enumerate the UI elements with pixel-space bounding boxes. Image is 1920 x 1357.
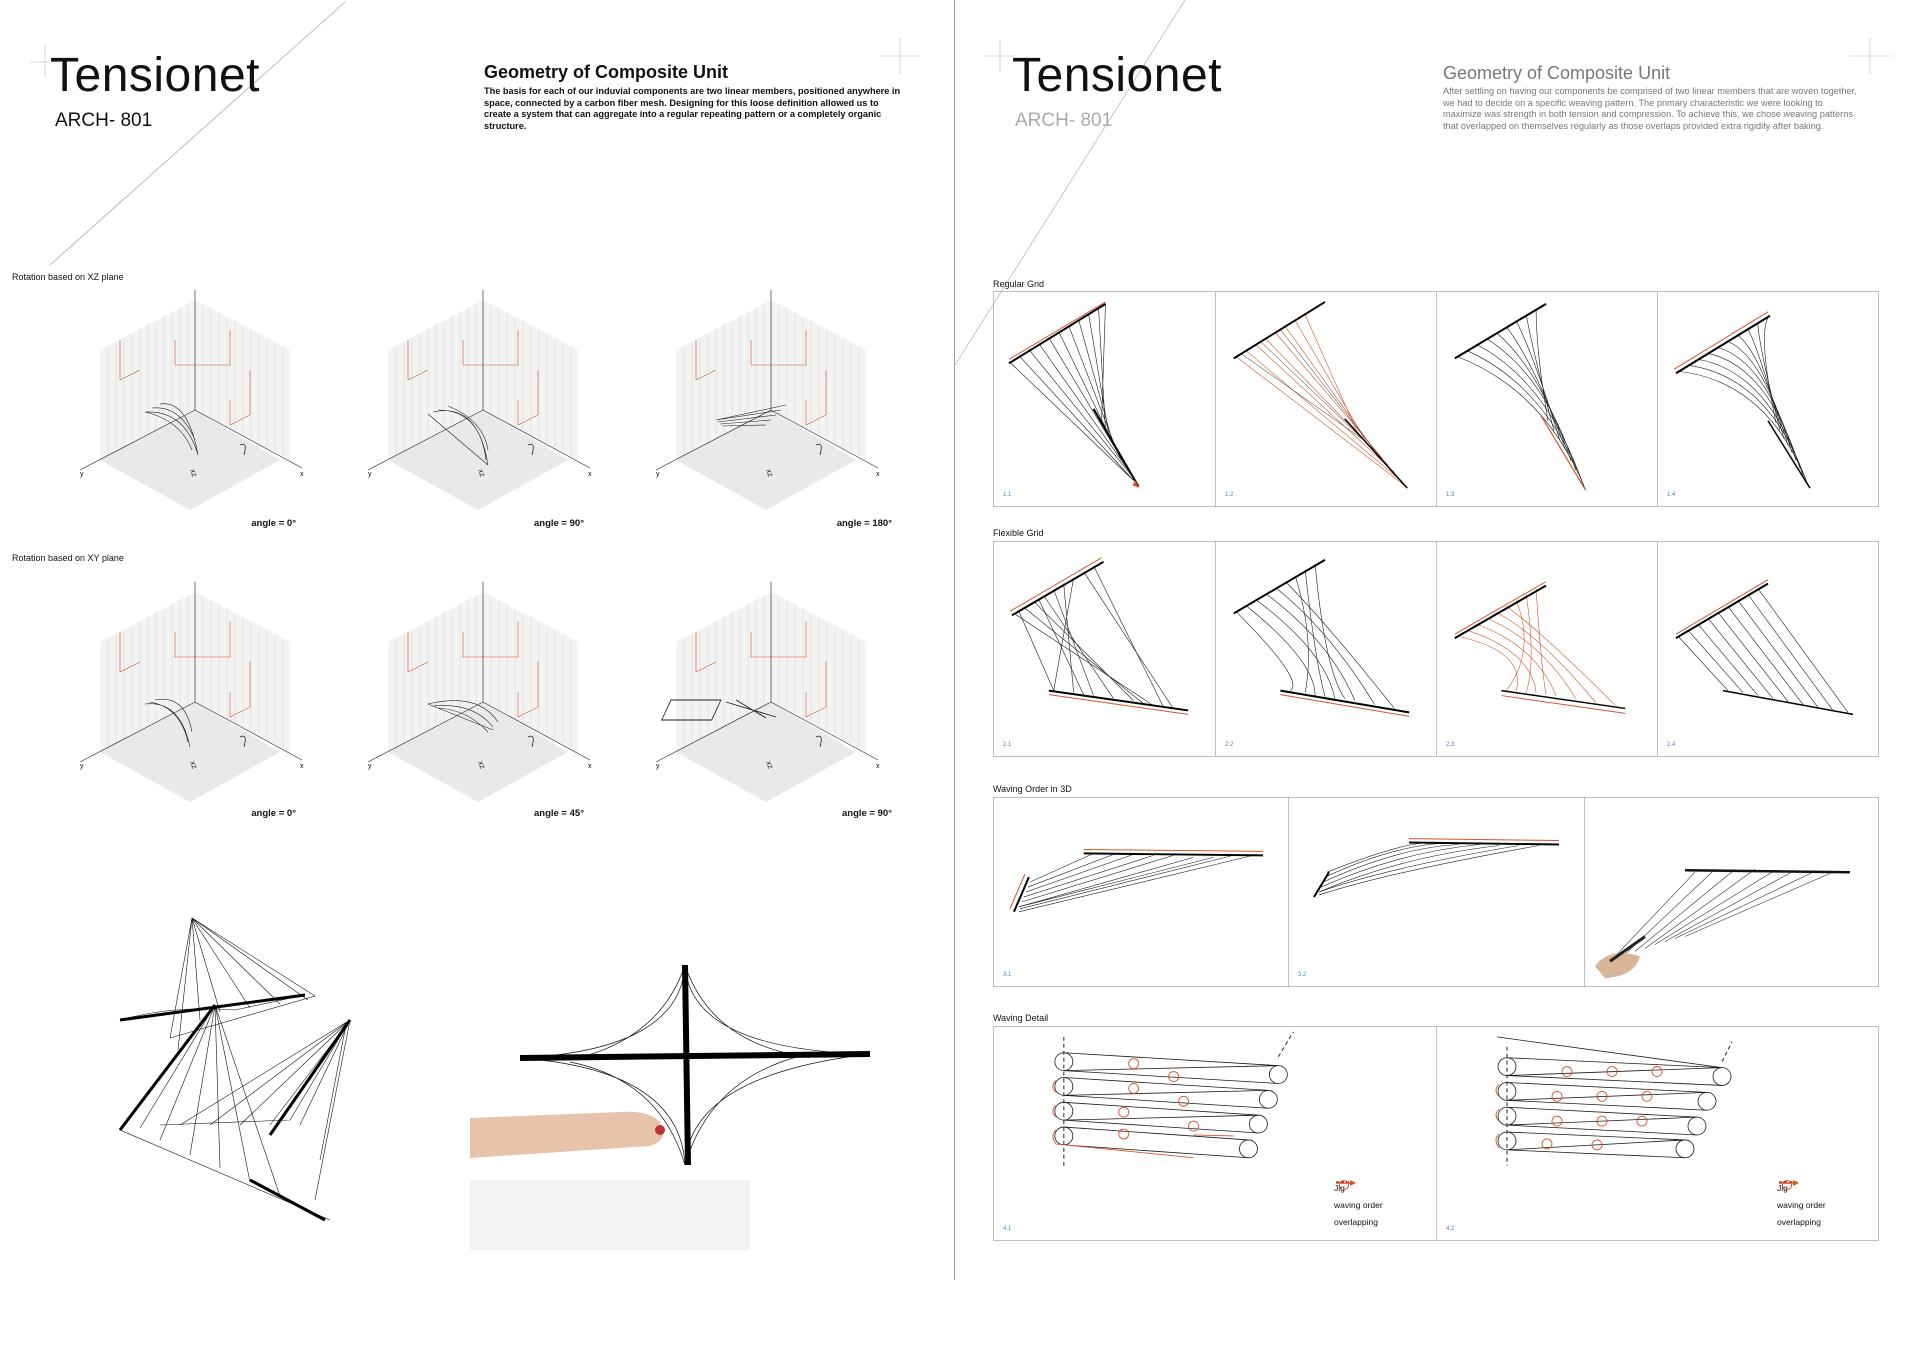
intro-paragraph: The basis for each of our induvial components are two linear members, positioned anywhere in space, connected by a carbon fiber mesh. Designing for this loose definition allowed us to create a system that can aggregate into a regular repeating pattern or a completely organic structure. [484, 86, 901, 131]
panel-2-1 [994, 542, 1216, 756]
angle-label-xy-45: angle = 45° [533, 808, 584, 819]
panel-1-4 [1658, 292, 1880, 506]
panel-tag: 2.4 [1667, 742, 1676, 748]
poster-title-right: Tensionet [1012, 49, 1222, 102]
angle-label-xy-90: angle = 90° [841, 808, 892, 819]
poster-title: Tensionet [50, 49, 260, 102]
legend-overlap: overlapping [1334, 1213, 1383, 1230]
woven-units-photo [80, 900, 400, 1240]
regular-grid-label: Regular Grid [993, 279, 1045, 289]
panel-3-3-photo [1585, 798, 1880, 986]
panel-tag: 4.2 [1446, 1226, 1455, 1232]
section-heading: Geometry of Composite Unit [484, 62, 729, 82]
panel-2-3 [1437, 542, 1658, 756]
iso-diagram-xz-0 [80, 290, 310, 510]
panel-1-3 [1437, 292, 1658, 506]
panel-tag: 3.2 [1298, 972, 1307, 978]
hand-held-unit-photo [470, 950, 900, 1250]
panel-1-2 [1216, 292, 1437, 506]
angle-label-xy-0: angle = 0° [251, 808, 296, 819]
panel-3-2 [1289, 798, 1585, 986]
iso-diagram-xz-90 [368, 290, 598, 510]
iso-diagram-xy-0 [80, 582, 310, 802]
waving-3d-label: Waving Order in 3D [993, 784, 1072, 794]
legend-jig: Jig [1334, 1179, 1383, 1196]
iso-diagram-xz-180 [656, 290, 886, 510]
legend-order: waving order [1334, 1196, 1383, 1213]
diagonal-guide-lines [0, 0, 954, 300]
flexible-grid-label: Flexible Grid [993, 528, 1044, 538]
left-sheet [0, 0, 954, 1357]
course-code-right: ARCH- 801 [1015, 110, 1113, 131]
iso-diagram-xy-45 [368, 582, 598, 802]
waving-3d-panel [993, 797, 1879, 987]
circle-icon [1777, 1179, 1801, 1230]
circle-icon [1334, 1179, 1358, 1230]
course-code: ARCH- 801 [55, 110, 153, 131]
right-sheet [955, 0, 1920, 1357]
section-label-xy: Rotation based on XY plane [12, 553, 124, 563]
legend-order: waving order [1777, 1196, 1826, 1213]
weaving-paragraph: After settling on having our components be comprised of two linear members that are woven together, we had to decide on a specific weaving pattern. The primary characteristic we were looking to maximize was strength in both tension and compression. To achieve this, we chose weaving patterns that overlapped on themselves regularly as those overlaps provided extra rigidity after baking. [1443, 86, 1857, 131]
angle-label-xz-90: angle = 90° [533, 518, 584, 529]
waving-detail-label: Waving Detail [993, 1013, 1049, 1023]
legend [1334, 1179, 1383, 1230]
panel-tag: 1.1 [1003, 492, 1012, 498]
panel-tag: 3.1 [1003, 972, 1012, 978]
panel-tag: 2.1 [1003, 742, 1012, 748]
panel-2-4 [1658, 542, 1880, 756]
panel-1-1 [994, 292, 1216, 506]
panel-3-1 [994, 798, 1289, 986]
section-label-xz: Rotation based on XZ plane [12, 272, 124, 282]
panel-tag: 4.1 [1003, 1226, 1012, 1232]
waving-detail-panel [993, 1026, 1879, 1241]
panel-tag: 1.2 [1225, 492, 1234, 498]
panel-tag: 2.3 [1446, 742, 1455, 748]
panel-2-2 [1216, 542, 1437, 756]
panel-tag: 2.2 [1225, 742, 1234, 748]
panel-tag: 1.4 [1667, 492, 1676, 498]
panel-4-1 [994, 1027, 1437, 1240]
legend [1777, 1179, 1826, 1230]
panel-4-2 [1437, 1027, 1880, 1240]
angle-label-xz-0: angle = 0° [251, 518, 296, 529]
panel-tag: 1.3 [1446, 492, 1455, 498]
legend-jig: Jig [1777, 1179, 1826, 1196]
regular-grid-panel [993, 291, 1879, 507]
angle-label-xz-180: angle = 180° [836, 518, 892, 529]
legend-overlap: overlapping [1777, 1213, 1826, 1230]
section-heading-right: Geometry of Composite Unit [1443, 63, 1671, 83]
iso-diagram-xy-90 [656, 582, 886, 802]
flexible-grid-panel [993, 541, 1879, 757]
